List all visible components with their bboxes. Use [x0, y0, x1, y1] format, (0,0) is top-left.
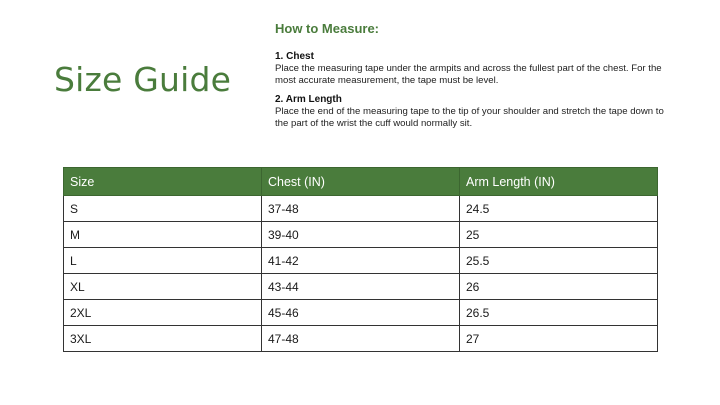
cell-size: 2XL [64, 300, 262, 326]
cell-chest: 37-48 [262, 196, 460, 222]
cell-arm-length: 26 [460, 274, 658, 300]
header-size: Size [64, 168, 262, 196]
cell-chest: 43-44 [262, 274, 460, 300]
cell-chest: 45-46 [262, 300, 460, 326]
how-to-measure-heading: How to Measure: [275, 21, 380, 36]
cell-arm-length: 27 [460, 326, 658, 352]
step-title: 1. Chest [275, 51, 314, 62]
cell-chest: 39-40 [262, 222, 460, 248]
cell-size: XL [64, 274, 262, 300]
page-title: Size Guide [54, 60, 232, 99]
table-row [64, 326, 658, 352]
table-row [64, 248, 658, 274]
cell-size: L [64, 248, 262, 274]
step-title: 2. Arm Length [275, 94, 342, 105]
cell-arm-length: 25.5 [460, 248, 658, 274]
table-row [64, 300, 658, 326]
header-chest: Chest (IN) [262, 168, 460, 196]
step-text: Place the measuring tape under the armpits and across the fullest part of the chest. For the most accurate measurement, the tape must be level. [275, 63, 662, 86]
table-row [64, 196, 658, 222]
header-arm-length: Arm Length (IN) [460, 168, 658, 196]
step-chest [275, 51, 665, 87]
cell-size: S [64, 196, 262, 222]
size-table [63, 167, 658, 352]
step-arm-length [275, 94, 665, 130]
table-row [64, 222, 658, 248]
cell-chest: 47-48 [262, 326, 460, 352]
cell-arm-length: 26.5 [460, 300, 658, 326]
how-to-measure-section [275, 21, 665, 137]
table-header-row [64, 168, 658, 196]
table-row [64, 274, 658, 300]
cell-chest: 41-42 [262, 248, 460, 274]
cell-arm-length: 24.5 [460, 196, 658, 222]
cell-arm-length: 25 [460, 222, 658, 248]
cell-size: 3XL [64, 326, 262, 352]
step-text: Place the end of the measuring tape to the tip of your shoulder and stretch the tape down to the part of the wrist the cuff would normally sit. [275, 106, 664, 129]
cell-size: M [64, 222, 262, 248]
